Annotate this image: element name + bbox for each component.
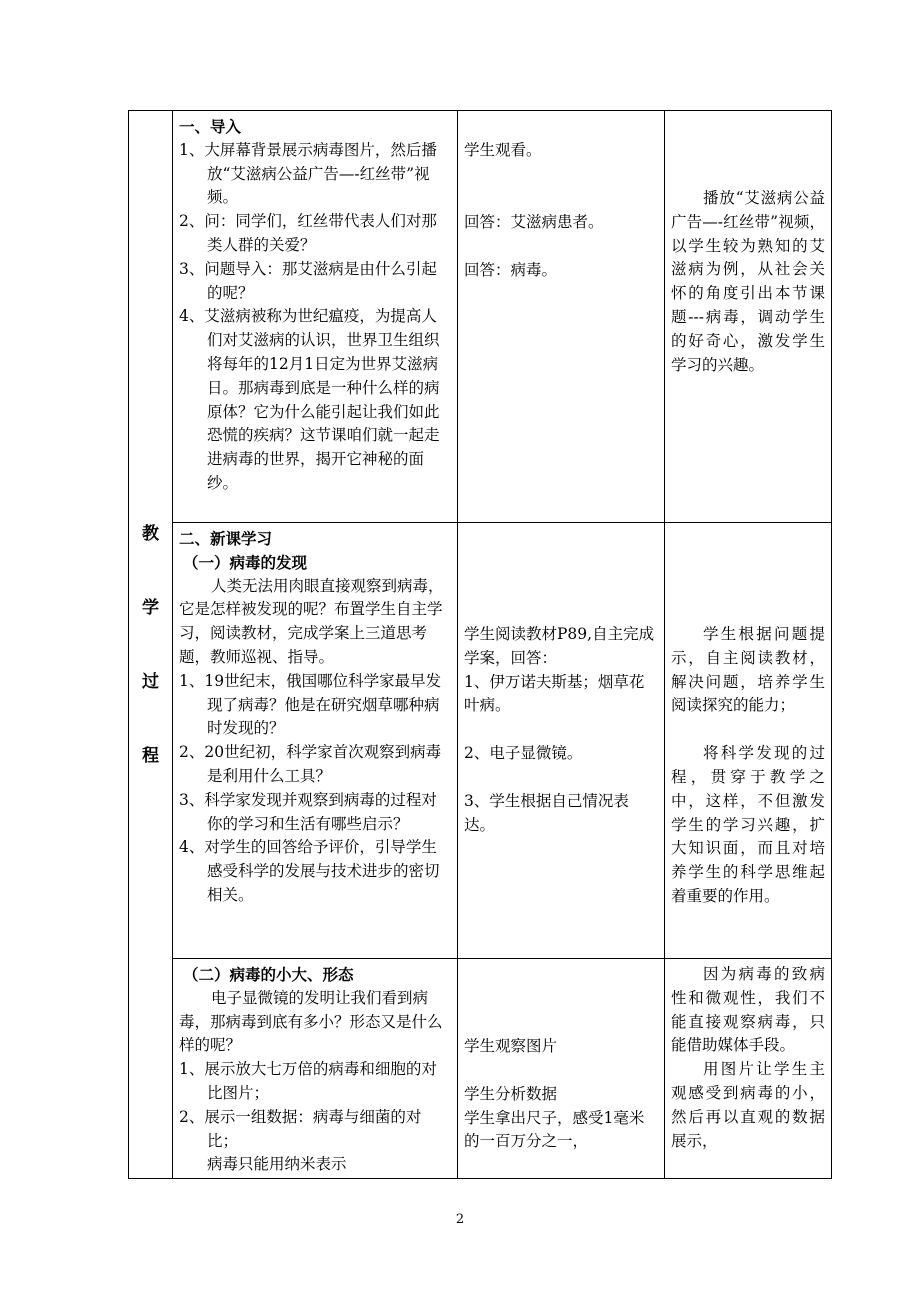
- paragraph: 人类无法用肉眼直接观察到病毒，它是怎样被发现的呢？布置学生自主学习，阅读教材，完成学案上三道思考题，教师巡视、指导。: [179, 576, 444, 666]
- design-intent: 播放“艾滋病公益广告—-红丝带”视频，以学生较为熟知的艾滋病为例，从社会关怀的角度引出本节课题---病毒，调动学生的好奇心，激发学生学习的兴趣。: [671, 189, 825, 374]
- side-char: 程: [142, 745, 159, 766]
- student-activity-cell: [458, 111, 665, 523]
- student-response: 学生拿出尺子，感受1毫米的一百万分之一，: [464, 1108, 645, 1151]
- teacher-activity-cell: [173, 111, 458, 523]
- subsection-heading: （二）病毒的小大、形态: [183, 965, 354, 984]
- design-intent: 因为病毒的致病性和微观性，我们不能直接观察病毒，只能借助媒体手段。: [671, 965, 825, 1055]
- student-response: 2、电子显微镜。: [464, 744, 583, 763]
- section-heading: 一、导入: [179, 117, 242, 136]
- list-item: 4、艾滋病被称为世纪瘟疫，为提高人们对艾滋病的认识，世界卫生组织将每年的12月1日定为世界艾滋病日。那病毒到底是一种什么样的病原体？它为什么能引起让我们如此恐慌的疾病？这节课咱们就一起走进病毒的世界，揭开它神秘的面纱。: [179, 307, 440, 492]
- list-item: 2、问：同学们，红丝带代表人们对那类人群的关爱？: [179, 212, 437, 254]
- page-number: 2: [455, 1212, 465, 1227]
- student-response: 学生观察图片: [464, 1037, 558, 1055]
- subsection-heading: （一）病毒的发现: [183, 552, 308, 572]
- side-char: 学: [142, 597, 159, 618]
- section-heading: 二、新课学习: [179, 529, 273, 548]
- design-intent: 用图片让学生主观感受到病毒的小，然后再以直观的数据展示，: [671, 1060, 825, 1150]
- list-item-note: 病毒只能用纳米表示: [207, 1155, 347, 1174]
- list-item: 1、展示放大七万倍的病毒和细胞的对比图片；: [179, 1060, 437, 1102]
- list-item: 2、20世纪初，科学家首次观察到病毒是利用什么工具？: [179, 743, 442, 785]
- paragraph: 电子显微镜的发明让我们看到病毒，那病毒到底有多小？形态又是什么样的呢？: [179, 988, 443, 1055]
- design-intent-cell: [665, 523, 832, 959]
- list-item: 2、展示一组数据：病毒与细菌的对比；: [179, 1107, 422, 1150]
- student-activity-cell: [458, 959, 665, 1179]
- list-item: 3、科学家发现并观察到病毒的过程对你的学习和生活有哪些启示？: [179, 790, 437, 833]
- design-intent-cell: [665, 111, 832, 523]
- list-item: 1、大屏幕背景展示病毒图片，然后播放“艾滋病公益广告—-红丝带”视频。: [179, 140, 437, 207]
- lesson-plan-table: [128, 110, 832, 1179]
- list-item: 1、19世纪末，俄国哪位科学家最早发现了病毒？他是在研究烟草哪种病时发现的？: [179, 671, 442, 738]
- student-response: 学生阅读教材P89,自主完成学案，回答：: [464, 625, 655, 667]
- student-response: 回答：艾滋病患者。: [464, 212, 604, 231]
- student-activity-cell: [458, 523, 665, 959]
- design-intent-cell: [665, 959, 832, 1179]
- design-intent: 将科学发现的过程，贯穿于教学之中，这样，不但激发学生的学习兴趣，扩大知识面，而且对培养学生的科学思维起着重要的作用。: [671, 744, 825, 905]
- section-label-teaching-process: [129, 111, 173, 1179]
- teacher-activity-cell: [173, 523, 458, 959]
- side-char: 教: [142, 523, 159, 544]
- student-response: 回答：病毒。: [464, 260, 558, 279]
- list-item: 4、对学生的回答给予评价，引导学生感受科学的发展与技术进步的密切相关。: [179, 838, 440, 904]
- student-response: 学生观看。: [464, 141, 542, 159]
- student-response: 学生分析数据: [464, 1084, 558, 1103]
- student-response: 3、学生根据自己情况表达。: [464, 791, 629, 834]
- teacher-activity-cell: [173, 959, 458, 1179]
- list-item: 3、问题导入：那艾滋病是由什么引起的呢？: [179, 259, 437, 302]
- student-response: 1、伊万诺夫斯基；烟草花叶病。: [464, 672, 645, 715]
- design-intent: 学生根据问题提示，自主阅读教材，解决问题，培养学生阅读探究的能力；: [671, 625, 825, 715]
- side-char: 过: [142, 671, 159, 692]
